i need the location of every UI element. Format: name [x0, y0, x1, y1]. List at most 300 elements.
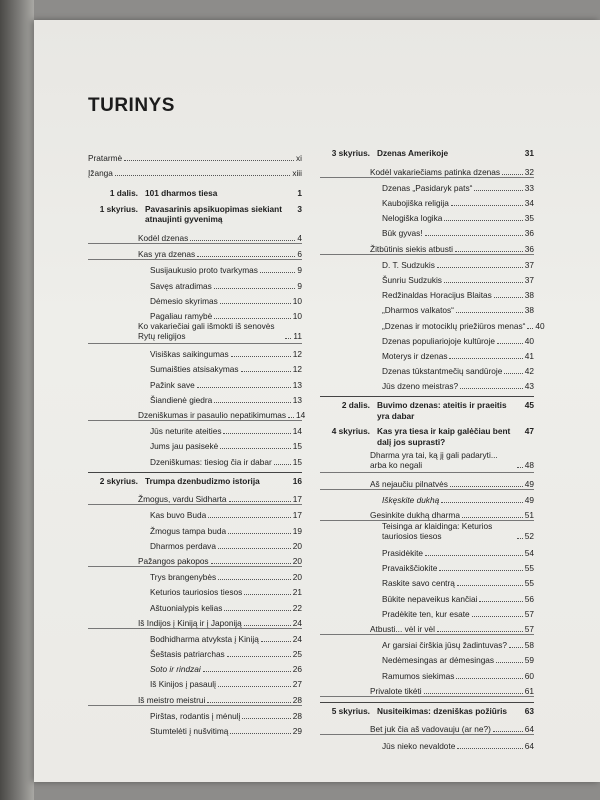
toc-entry-page: 11	[293, 331, 302, 341]
toc-entry-text: Dzenas „Pasidaryk pats“	[382, 182, 473, 193]
toc-entry-page: 20	[292, 572, 302, 583]
toc-entry-page: 51	[524, 509, 534, 520]
dot-leader	[288, 417, 294, 418]
dot-leader	[425, 235, 523, 236]
toc-entry-text: Visiškas saikingumas	[150, 349, 229, 360]
toc-entry-page: 20	[292, 540, 302, 551]
toc-entry-page: 37	[524, 259, 534, 270]
toc-entry	[88, 520, 302, 535]
toc-entry-page: 9	[297, 280, 302, 291]
toc-entry-page: 42	[524, 366, 534, 377]
toc-entry-page: 52	[524, 530, 534, 541]
toc-entry-page: 28	[292, 694, 302, 705]
dot-leader	[207, 702, 290, 703]
toc-entry	[320, 346, 534, 361]
toc-entry-text: Pažangos pakopos	[138, 555, 209, 566]
toc-entry-page: 61	[524, 685, 534, 696]
section-number: 2 dalis.	[341, 400, 370, 411]
toc-section	[320, 396, 534, 421]
dot-leader	[472, 616, 523, 617]
toc-entry-page: 4	[297, 233, 302, 244]
toc-entry-page: 26	[292, 664, 302, 675]
toc-entry-text: Nelogiška logika	[382, 213, 443, 224]
toc-entry-text: Įžanga	[88, 168, 113, 179]
toc-entry-page: 40	[535, 320, 545, 331]
toc-entry-text: Ar garsiai čirškia jūsų žadintuvas?	[382, 640, 507, 651]
toc-entry-page: 56	[524, 593, 534, 604]
toc-entry-page: 17	[292, 510, 302, 521]
dot-leader	[241, 371, 291, 372]
toc-entry-page: 24	[292, 633, 302, 644]
dot-leader	[242, 718, 290, 719]
toc-entry-text: Teisinga ar klaidinga: Keturios tauriosios tiesos	[382, 520, 493, 541]
section-title: Kas yra tiesa ir kaip galėčiau bent dalį jos suprasti?	[377, 426, 511, 447]
toc-entry-page: 10	[292, 295, 302, 306]
toc-entry-page: 59	[524, 655, 534, 666]
toc-entry	[320, 604, 534, 619]
toc-entry-text: Pradėkite ten, kur esate	[382, 608, 470, 619]
dot-leader	[457, 748, 522, 749]
toc-entry	[320, 193, 534, 208]
toc-entry	[88, 275, 302, 290]
dot-leader	[502, 174, 523, 175]
toc-entry	[320, 331, 534, 346]
section-page: 63	[524, 705, 534, 716]
section-page: 1	[297, 188, 302, 199]
section-number: 1 dalis.	[109, 188, 138, 199]
toc-entry-text: Žmogus, vardu Sidharta	[138, 494, 227, 505]
dot-leader	[479, 601, 522, 602]
toc-entry-text: Nedėmesingas ar dėmesingas	[382, 655, 495, 666]
left-sections	[88, 188, 306, 736]
dot-leader	[424, 693, 523, 694]
toc-entry	[320, 162, 534, 178]
toc-entry-page: 33	[524, 182, 534, 193]
section-page: 16	[292, 475, 302, 486]
toc-entry-page: 37	[524, 275, 534, 285]
toc-entry	[320, 361, 534, 376]
toc-entry-page: 13	[292, 379, 302, 390]
toc-section	[320, 426, 534, 696]
dot-leader	[439, 570, 522, 571]
toc-entry	[88, 629, 302, 644]
dot-leader	[444, 282, 523, 283]
section-number: 1 skyrius.	[99, 203, 138, 214]
toc-entry	[320, 719, 534, 735]
toc-entry-page: 36	[524, 243, 534, 254]
dot-leader	[456, 312, 523, 313]
section-title: Trumpa dzenbudizmo istorija	[145, 475, 260, 486]
dot-leader	[218, 548, 291, 549]
toc-entry-page: 41	[524, 350, 534, 361]
toc-entry-text: Sumaišties atsisakymas	[150, 364, 239, 375]
toc-entry	[320, 665, 534, 680]
section-heading	[320, 148, 534, 159]
toc-entry	[88, 613, 302, 629]
dot-leader	[449, 358, 522, 359]
toc-entry	[320, 543, 534, 558]
toc-entry-page: 49	[524, 494, 534, 505]
toc-entry	[88, 706, 302, 721]
toc-entry-page: 12	[292, 349, 302, 360]
toc-section	[320, 148, 545, 392]
toc-entry-text: Žmogus tampa buda	[150, 525, 227, 536]
toc-section	[88, 472, 302, 737]
dot-leader	[197, 387, 291, 388]
dot-leader	[462, 517, 523, 518]
toc-entry-page: 58	[524, 640, 534, 651]
toc-entry-page: 19	[292, 525, 302, 536]
toc-entry-page: xiii	[292, 168, 302, 179]
toc-entry-text: Prasidėkite	[382, 548, 424, 559]
toc-entry-text: Pirštas, rodantis į mėnulį	[150, 710, 241, 721]
toc-section	[88, 188, 302, 199]
toc-entry-text: Iš meistro meistrui	[138, 694, 206, 705]
toc-entry-text: Stumtelėti į nušvitimą	[150, 726, 229, 736]
dot-leader	[517, 538, 523, 539]
dot-leader	[229, 501, 291, 502]
dot-leader	[203, 671, 291, 672]
dot-leader	[244, 625, 291, 626]
dot-leader	[220, 303, 291, 304]
toc-entry-page: 13	[292, 394, 302, 405]
dot-leader	[228, 533, 291, 534]
dot-leader	[474, 190, 522, 191]
toc-entry	[320, 650, 534, 665]
dot-leader	[450, 486, 523, 487]
dot-leader	[197, 256, 295, 257]
toc-entry	[320, 238, 534, 254]
dot-leader	[124, 160, 294, 161]
section-number: 2 skyrius.	[99, 475, 138, 486]
toc-entry	[320, 208, 534, 223]
section-heading	[320, 426, 534, 447]
toc-entry-page: 55	[524, 563, 534, 574]
toc-entry-text: Pravaikščiokite	[382, 563, 438, 574]
section-number: 4 skyrius.	[331, 426, 370, 437]
toc-entry	[88, 536, 302, 551]
toc-entry-text: Kaubojiška religija	[382, 198, 449, 209]
toc-entry	[88, 451, 302, 466]
toc-entry	[88, 163, 302, 178]
dot-leader	[425, 555, 523, 556]
toc-entry-text: Jūs neturite ateities	[150, 426, 222, 437]
toc-entry	[320, 521, 534, 543]
toc-entry-text: Ko vakariečiai gali išmokti iš senovės Rytų religijos	[138, 321, 275, 341]
toc-entry-page: 9	[297, 265, 302, 276]
dot-leader	[285, 338, 291, 339]
toc-entry-text: Šiandienė giedra	[150, 394, 213, 405]
toc-entry	[88, 359, 302, 374]
toc-entry	[88, 582, 302, 597]
toc-entry-page: 38	[524, 290, 534, 301]
toc-entry-page: 6	[297, 249, 302, 260]
toc-entry	[88, 489, 302, 505]
toc-entry-text: Aštuonialypis kelias	[150, 602, 223, 613]
dot-leader	[274, 464, 291, 465]
toc-entry-text: Būk gyvas!	[382, 228, 423, 239]
toc-entry-text: „Dzenas ir motociklų priežiūros menas“	[382, 320, 526, 331]
dot-leader	[456, 678, 522, 679]
toc-entry	[320, 255, 534, 270]
toc-entry-text: Kodėl vakariečiams patinka dzenas	[370, 166, 501, 177]
toc-entry-page: 14	[296, 409, 306, 420]
toc-section	[320, 702, 534, 751]
toc-entry-text: Atbusti... vėl ir vėl	[370, 624, 436, 634]
toc-entry	[320, 635, 534, 650]
dot-leader	[460, 388, 523, 389]
section-page: 31	[524, 148, 534, 158]
toc-entry	[320, 300, 534, 315]
dot-leader	[260, 272, 295, 273]
dot-leader	[208, 517, 290, 518]
toc-entry	[320, 223, 534, 238]
toc-entry-text: Susijaukusio proto tvarkymas	[150, 265, 258, 276]
toc-entry	[320, 178, 534, 193]
toc-entry-page: 64	[524, 740, 534, 751]
toc-entry	[88, 306, 302, 321]
toc-entry-text: Dzenas tūkstantmečių sandūroje	[382, 366, 503, 377]
toc-entry-page: 15	[292, 456, 302, 467]
toc-entry-text: Dėmesio skyrimas	[150, 295, 218, 306]
section-page: 47	[524, 426, 534, 437]
dot-leader	[451, 205, 523, 206]
toc-entry	[320, 588, 534, 603]
toc-entry	[88, 674, 302, 689]
toc-entry-page: 15	[292, 441, 302, 452]
toc-entry	[88, 567, 302, 582]
toc-entry-page: 54	[524, 548, 534, 559]
toc-entry-text: Iškęskite dukhą	[382, 494, 440, 505]
toc-entry-text: Dzeniškumas ir pasaulio nepatikimumas	[138, 409, 287, 420]
toc-entry-text: Trys brangenybės	[150, 572, 217, 583]
dot-leader	[227, 656, 291, 657]
toc-entry-text: Jums jau pasisekė	[150, 441, 219, 452]
section-heading	[88, 188, 302, 199]
dot-leader	[244, 594, 291, 595]
toc-entry-text: Raskite savo centrą	[382, 578, 455, 589]
dot-leader	[455, 251, 523, 252]
toc-entry	[88, 721, 302, 736]
toc-entry-text: Soto ir rindzai	[150, 664, 201, 675]
toc-section	[88, 203, 306, 467]
toc-entry-text: Savęs atradimas	[150, 280, 212, 291]
toc-entry-page: 57	[524, 608, 534, 619]
section-title: Nusiteikimas: dzeniškas požiūris	[377, 705, 508, 716]
toc-entry-page: 22	[292, 602, 302, 613]
toc-entry-text: Iš Kinijos į pasaulį	[150, 679, 216, 690]
dot-leader	[223, 433, 290, 434]
dot-leader	[115, 175, 290, 176]
toc-entry-text: Pažink save	[150, 379, 195, 390]
dot-leader	[218, 686, 291, 687]
dot-leader	[190, 240, 295, 241]
toc-entry	[320, 473, 534, 489]
toc-entry	[88, 505, 302, 520]
toc-entry	[88, 344, 302, 359]
dot-leader	[497, 343, 523, 344]
toc-entry	[320, 619, 534, 635]
toc-entry-text: Kodėl dzenas	[138, 233, 189, 244]
toc-entry	[320, 285, 534, 300]
toc-entry	[320, 505, 534, 521]
dot-leader	[504, 373, 522, 374]
dot-leader	[214, 288, 296, 289]
toc-entry-text: Moterys ir dzenas	[382, 350, 448, 361]
toc-entry-page: 35	[524, 213, 534, 224]
section-heading	[88, 204, 302, 225]
toc-entry-page: 34	[524, 198, 534, 209]
toc-entry-text: Iš Indijos į Kiniją ir į Japoniją	[138, 617, 242, 628]
toc-right-column	[320, 148, 545, 756]
section-title: 101 dharmos tiesa	[145, 188, 218, 199]
dot-leader	[517, 467, 523, 468]
toc-entry-page: 20	[292, 555, 302, 566]
toc-entry	[88, 291, 302, 306]
toc-entry	[320, 315, 545, 331]
toc-entry	[320, 735, 534, 750]
dot-leader	[230, 733, 290, 734]
toc-entry-page: 25	[292, 649, 302, 660]
toc-entry-page: 36	[524, 228, 534, 239]
toc-entry-page: 40	[524, 335, 534, 346]
toc-entry-page: 38	[524, 305, 534, 316]
toc-entry	[88, 148, 302, 163]
dot-leader	[527, 328, 533, 329]
toc-entry	[320, 490, 534, 505]
toc-entry-text: Jūs nieko nevaldote	[382, 740, 456, 751]
toc-entry	[88, 659, 302, 674]
right-sections	[320, 148, 545, 751]
toc-entry-page: 60	[524, 670, 534, 681]
toc-entry-page: 21	[292, 587, 302, 598]
toc-entry-text: „Dharmos valkatos“	[382, 305, 454, 316]
toc-entry	[88, 228, 302, 244]
dot-leader	[220, 448, 291, 449]
toc-entry	[320, 681, 534, 697]
section-heading	[320, 706, 534, 717]
toc-entry-page: 14	[292, 426, 302, 437]
section-number: 5 skyrius.	[331, 705, 370, 716]
toc-entry-text: Jūs dzeno meistras?	[382, 381, 459, 392]
toc-entry	[88, 374, 302, 389]
dot-leader	[457, 585, 523, 586]
dot-leader	[444, 220, 522, 221]
toc-entry-text: Pagaliau ramybė	[150, 311, 213, 321]
toc-entry-page: 29	[292, 726, 302, 736]
toc-entry-text: Privalote tikėti	[370, 685, 422, 696]
toc-entry	[88, 551, 302, 567]
dot-leader	[231, 356, 291, 357]
toc-entry-text: Dharmos perdava	[150, 540, 216, 551]
toc-entry-text: Šunriu Sudzukis	[382, 275, 442, 285]
toc-entry	[88, 405, 306, 421]
dot-leader	[261, 641, 291, 642]
toc-entry-page: 32	[524, 166, 534, 177]
section-page: 45	[524, 400, 534, 411]
dot-leader	[437, 267, 523, 268]
page-title: TURINYS	[88, 95, 175, 116]
section-heading	[320, 400, 534, 421]
toc-entry-page: 55	[524, 578, 534, 589]
toc-entry-text: Kas buvo Buda	[150, 510, 207, 521]
toc-entry-text: Bet juk čia aš vadovauju (ar ne?)	[370, 724, 491, 735]
toc-entry	[320, 270, 534, 285]
book-spine	[0, 0, 34, 800]
toc-entry-text: Dzeniškumas: tiesiog čia ir dabar	[150, 456, 272, 467]
dot-leader	[214, 402, 290, 403]
toc-entry-text: Dharma yra tai, ką jį gali padaryti... arba ko negali	[370, 450, 498, 471]
section-number: 3 skyrius.	[331, 148, 370, 158]
section-page: 3	[297, 203, 302, 214]
toc-entry	[88, 321, 302, 344]
toc-entry	[88, 689, 302, 705]
toc-entry-text: Gesinkite dukhą dharma	[370, 509, 460, 520]
section-title: Dzenas Amerikoje	[377, 148, 449, 158]
toc-entry	[88, 244, 302, 260]
toc-entry	[88, 390, 302, 405]
dot-leader	[437, 631, 523, 632]
dot-leader	[509, 647, 523, 648]
dot-leader	[496, 662, 523, 663]
toc-entry	[88, 421, 302, 436]
dot-leader	[211, 563, 291, 564]
toc-entry-page: 24	[292, 617, 302, 628]
section-title: Pavasarinis apsikuopimas siekiant atnaujinti gyvenimą	[145, 203, 282, 225]
toc-entry-text: Pratarmė	[88, 153, 123, 164]
toc-entry-page: 17	[292, 494, 302, 505]
toc-entry-page: 64	[524, 724, 534, 735]
toc-entry-text: Šeštasis patriarchas	[150, 649, 225, 660]
section-title: Buvimo dzenas: ateitis ir praeitis yra dabar	[377, 400, 507, 421]
toc-entry-page: 10	[292, 311, 302, 321]
toc-entry-text: Ramumos siekimas	[382, 670, 455, 681]
toc-entry	[320, 376, 534, 391]
toc-entry-text: Keturios tauriosios tiesos	[150, 587, 243, 598]
dot-leader	[224, 610, 290, 611]
dot-leader	[441, 502, 523, 503]
dot-leader	[493, 731, 523, 732]
toc-entry	[320, 573, 534, 588]
toc-entry-page: xi	[296, 153, 302, 164]
toc-entry-page: 57	[524, 624, 534, 634]
toc-entry-text: Dzenas populiariojoje kultūroje	[382, 335, 495, 346]
toc-entry-page: 49	[524, 478, 534, 489]
book-page	[34, 20, 600, 782]
toc-entry	[88, 260, 302, 275]
section-heading	[88, 476, 302, 487]
toc-entry-text: D. T. Sudzukis	[382, 259, 435, 270]
toc-entry-page: 27	[292, 679, 302, 690]
toc-entry	[320, 450, 534, 473]
toc-entry	[88, 644, 302, 659]
dot-leader	[214, 318, 291, 319]
toc-entry	[320, 558, 534, 573]
toc-entry-text: Aš nejaučiu pilnatvės	[370, 478, 448, 489]
toc-entry-text: Redžinaldas Horacijus Blaitas	[382, 290, 492, 301]
toc-entry-text: Žitbūtinis siekis atbusti	[370, 243, 454, 254]
toc-entry	[88, 597, 302, 612]
toc-entry-text: Būkite nepaveikus kančiai	[382, 593, 478, 604]
dot-leader	[218, 579, 291, 580]
toc-entry-text: Bodhidharma atvyksta į Kiniją	[150, 633, 259, 644]
toc-entry-page: 43	[524, 381, 534, 392]
toc-left-column	[88, 148, 306, 741]
dot-leader	[494, 297, 523, 298]
toc-entry-page: 28	[292, 710, 302, 721]
front-matter	[88, 148, 302, 178]
toc-entry-text: Kas yra dzenas	[138, 249, 196, 260]
